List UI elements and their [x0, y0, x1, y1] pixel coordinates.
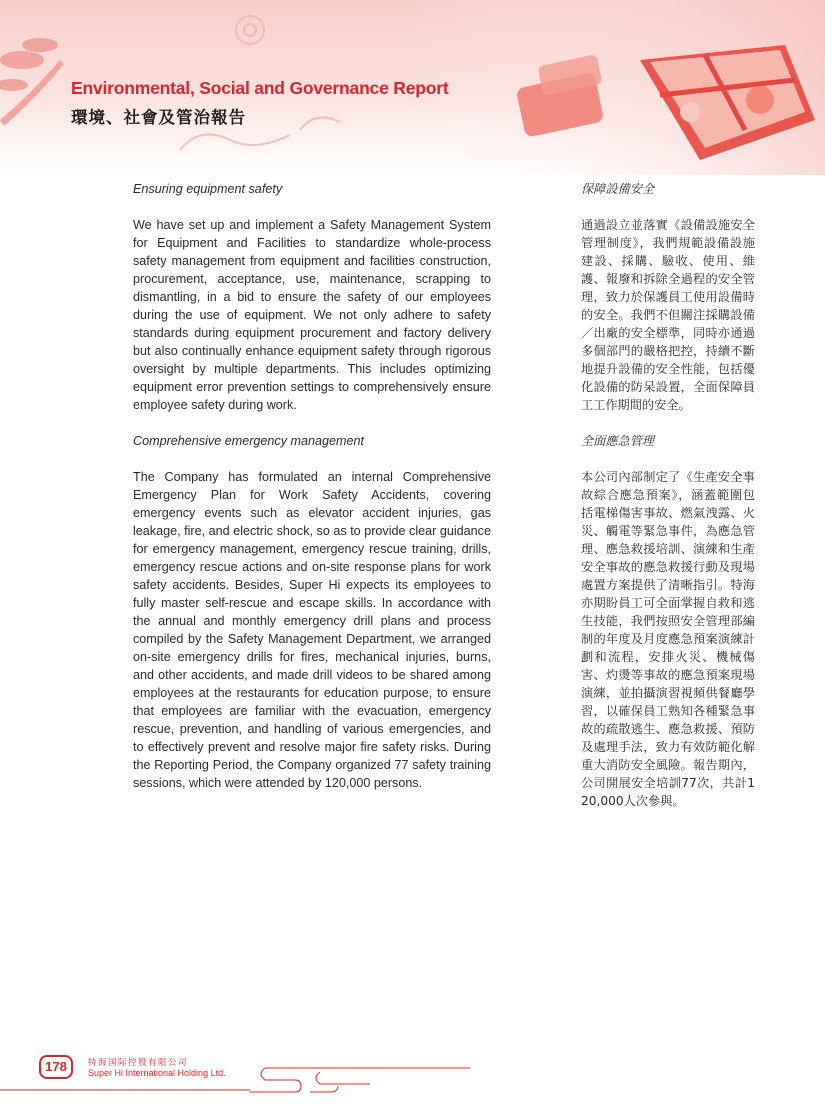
company-name-en: Super Hi International Holding Ltd. — [88, 1068, 226, 1078]
english-column — [133, 180, 491, 810]
section-body: 通過設立並落實《設備設施安全管理制度》，我們規範設備設施建設、採購、驗收、使用、維護、報廢和拆除全過程的安全管理，致力於保護員工使用設備時的安全。我們不但關注採購設備／出廠的安全標準，同時亦通過多個部門的嚴格把控，持續不斷地提升設備的安全性能，包括優化設備的防呆設置，全面保障員工工作期間的安全。 — [581, 218, 755, 412]
company-name-zh: 特海国际控股有限公司 — [88, 1058, 189, 1068]
section-heading: Ensuring equipment safety — [133, 182, 283, 196]
section-heading: Comprehensive emergency management — [133, 434, 365, 448]
section-body: 本公司內部制定了《生產安全事故綜合應急預案》，涵蓋範圍包括電梯傷害事故、燃氣洩露、火災、觸電等緊急事件，為應急管理、應急救援培訓、演練和生產安全事故的應急救援行動及現場處置方案提供了清晰指引。特海亦期盼員工可全面掌握自救和逃生技能，我們按照安全管理部編制的年度及月度應急預案演練計劃和流程，安排火災、機械傷害、灼燙等事故的應急預案現場演練，並拍攝演習視頻供餐廳學習，以確保員工熟知各種緊急事故的疏散逃生、應急救援、預防及處理手法，致力有效防範化解重大消防安全風險。報告期內，公司開展安全培訓77次，共計120,000人次參與。 — [581, 470, 755, 808]
section-heading: 保障設備安全 — [581, 182, 655, 196]
report-title-zh: 環境、社會及管治報告 — [71, 108, 246, 127]
page-number: 178 — [39, 1055, 73, 1079]
report-title-en: Environmental, Social and Governance Report — [71, 78, 449, 98]
chinese-column — [581, 180, 755, 828]
header-banner — [0, 0, 825, 175]
page-footer — [0, 1040, 825, 1120]
section-body: We have set up and implement a Safety Management System for Equipment and Facilities to standardize whole-process safety management from equipment and facilities construction, procurement, acceptance, use, maintenance, scrapping to dismantling, in a bid to ensure the safety of our employees during the use of equipment. We not only adhere to safety standards during equipment procurement and factory delivery but also continually enhance equipment safety through rigorous oversight by multiple departments. This includes optimizing equipment error prevention settings to comprehensively ensure employee safety during work. — [133, 218, 491, 412]
section-heading: 全面應急管理 — [581, 434, 655, 448]
section-body: The Company has formulated an internal Comprehensive Emergency Plan for Work Safety Accidents, covering emergency events such as elevator accident injuries, gas leakage, fire, and electric shock, so as to provide clear guidance for emergency management, emergency rescue training, drills, emergency rescue actions and on-site response plans for work safety accidents. Besides, Super Hi expects its employees to fully master self-rescue and escape skills. In accordance with the annual and monthly emergency drill plans and process compiled by the Safety Management Department, we arranged on-site emergency drills for fires, mechanical injuries, burns, and other accidents, and made drill videos to be shared among employees at the restaurants for education purpose, to ensure that employees are familiar with the evacuation, emergency rescue, prevention, and handling of various emergencies, and to effectively prevent and resolve major fire safety risks. During the Reporting Period, the Company organized 77 safety training sessions, which were attended by 120,000 persons. — [133, 470, 491, 790]
footer-line-decoration — [0, 1040, 825, 1120]
